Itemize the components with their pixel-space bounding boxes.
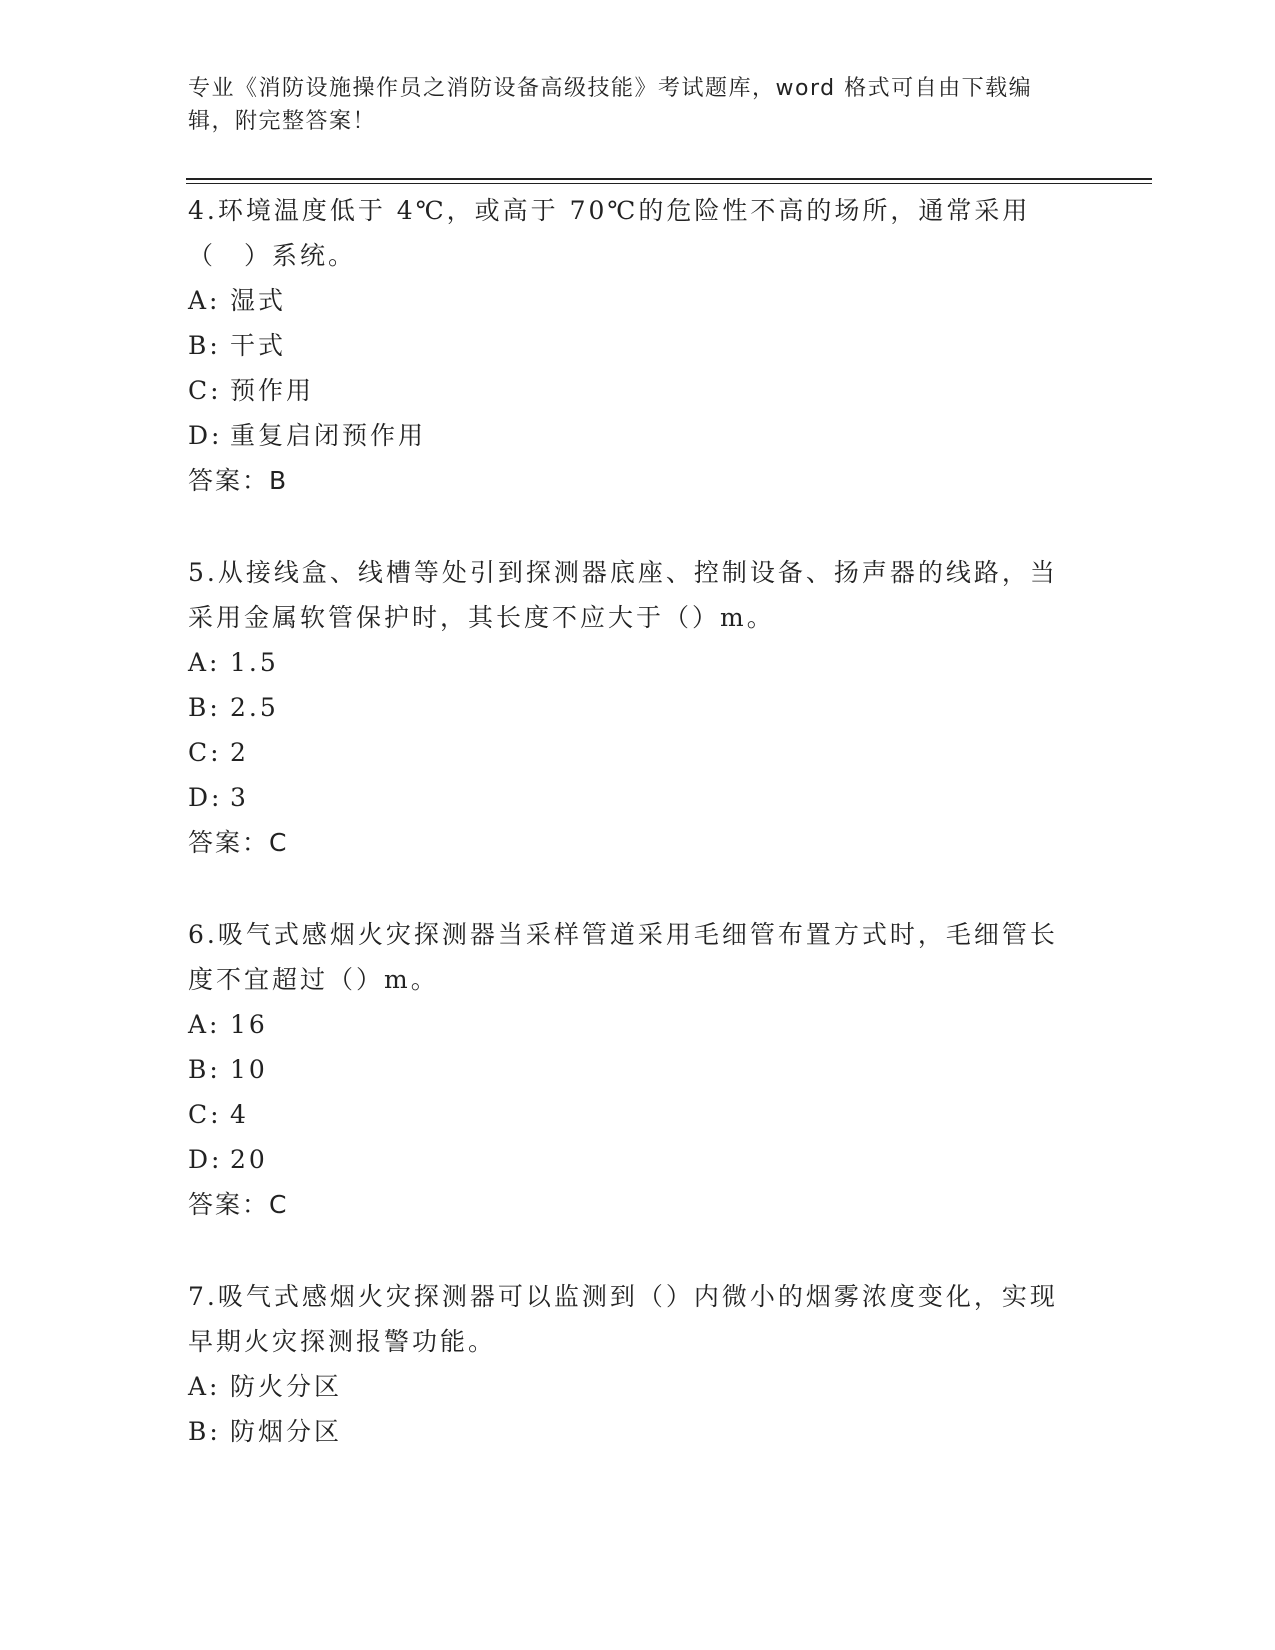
option-b	[188, 685, 1068, 730]
question-stem: 5.从接线盒、线槽等处引到探测器底座、控制设备、扬声器的线路，当采用金属软管保护时，其长度不应大于（）m。	[188, 558, 1058, 632]
option-b	[188, 1047, 1068, 1092]
option-letter: D:	[188, 783, 223, 812]
option-c	[188, 368, 1068, 413]
option-text: 2	[230, 738, 249, 767]
option-text: 10	[230, 1055, 268, 1084]
option-a	[188, 278, 1068, 323]
document-header: 专业《消防设施操作员之消防设备高级技能》考试题库，word 格式可自由下载编辑，附完整答案！	[188, 76, 1033, 134]
answer-text: 答案：C	[188, 828, 289, 857]
option-c	[188, 1092, 1068, 1137]
question-4	[188, 188, 1068, 503]
question-list	[188, 188, 1068, 1501]
option-text: 3	[230, 783, 249, 812]
option-letter: B:	[188, 1055, 221, 1084]
option-c	[188, 730, 1068, 775]
option-letter: A:	[188, 1010, 221, 1039]
option-letter: A:	[188, 1372, 221, 1401]
option-text: 预作用	[230, 376, 315, 405]
option-a	[188, 640, 1068, 685]
header-divider-thick	[186, 178, 1152, 180]
option-text: 16	[230, 1010, 268, 1039]
option-d	[188, 775, 1068, 820]
option-text: 干式	[230, 331, 287, 360]
option-letter: A:	[188, 286, 221, 315]
option-letter: C:	[188, 738, 222, 767]
option-b	[188, 1409, 1068, 1454]
option-text: 湿式	[230, 286, 287, 315]
option-text: 防火分区	[230, 1372, 343, 1401]
option-letter: D:	[188, 1145, 223, 1174]
option-letter: B:	[188, 1417, 221, 1446]
option-letter: C:	[188, 1100, 222, 1129]
option-letter: B:	[188, 693, 221, 722]
option-a	[188, 1364, 1068, 1409]
header-divider-thin	[186, 183, 1152, 184]
option-text: 1.5	[230, 648, 279, 677]
question-6	[188, 912, 1068, 1227]
answer-text: 答案：B	[188, 466, 289, 495]
option-b	[188, 323, 1068, 368]
option-text: 重复启闭预作用	[230, 421, 427, 450]
option-d	[188, 1137, 1068, 1182]
option-text: 20	[230, 1145, 268, 1174]
option-letter: C:	[188, 376, 222, 405]
question-7	[188, 1274, 1068, 1454]
question-5	[188, 550, 1068, 865]
question-stem: 6.吸气式感烟火灾探测器当采样管道采用毛细管布置方式时，毛细管长度不宜超过（）m。	[188, 920, 1058, 994]
option-letter: B:	[188, 331, 221, 360]
option-text: 4	[230, 1100, 249, 1129]
question-stem: 7.吸气式感烟火灾探测器可以监测到（）内微小的烟雾浓度变化，实现早期火灾探测报警功能。	[188, 1282, 1058, 1356]
option-text: 2.5	[230, 693, 279, 722]
option-text: 防烟分区	[230, 1417, 343, 1446]
option-letter: D:	[188, 421, 223, 450]
option-d	[188, 413, 1068, 458]
answer-text: 答案：C	[188, 1190, 289, 1219]
option-a	[188, 1002, 1068, 1047]
option-letter: A:	[188, 648, 221, 677]
question-stem: 4.环境温度低于 4℃，或高于 70℃的危险性不高的场所，通常采用（ ）系统。	[188, 196, 1031, 270]
